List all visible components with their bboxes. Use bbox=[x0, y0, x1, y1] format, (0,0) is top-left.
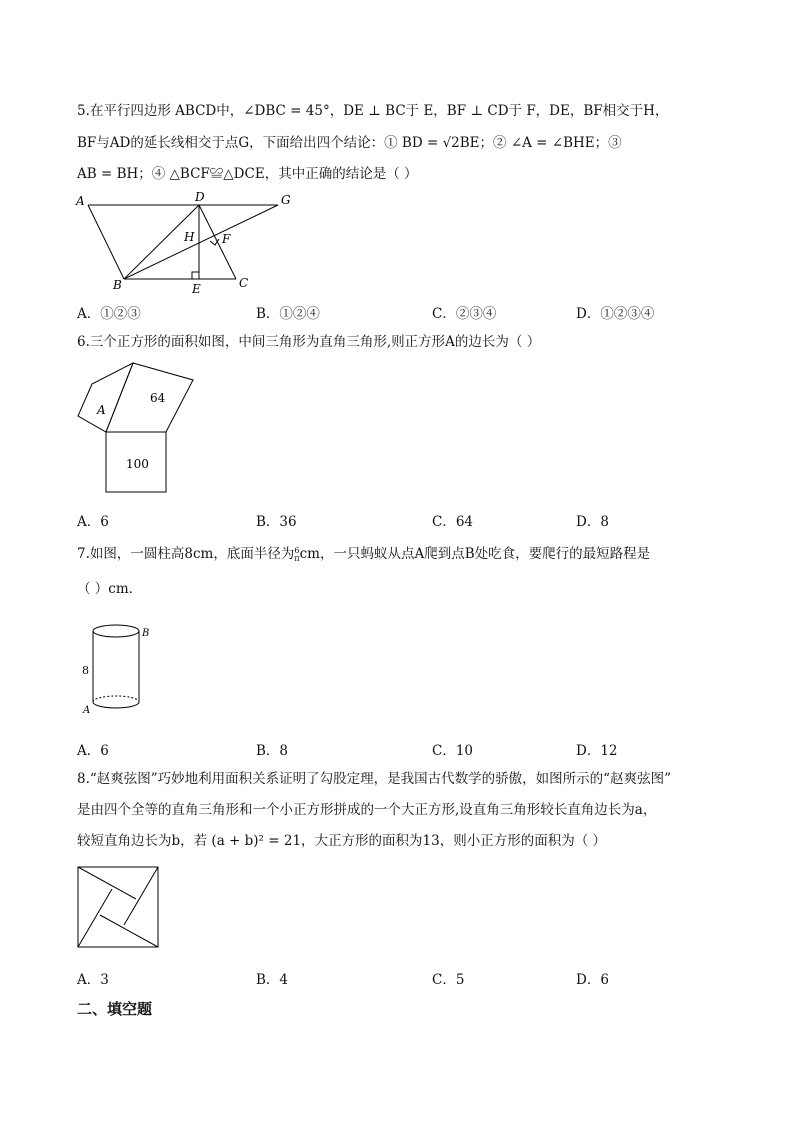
q5-text-line2: BF与AD的延长线相交于点G，下面给出四个结论：① BD = √2BE；② ∠A = ∠BHE；③ bbox=[77, 135, 622, 151]
q8-text-line1: 8.“赵爽弦图”巧妙地利用面积关系证明了勾股定理，是我国古代数学的骄傲，如图所示的“赵爽弦图” bbox=[77, 771, 671, 787]
q7-text-line2: （ ）cm． bbox=[77, 581, 143, 597]
q7-option-c: C．10 bbox=[432, 743, 474, 759]
q8-text-line2: 是由四个全等的直角三角形和一个小正方形拼成的一个大正方形,设直角三角形较长直角边长为a， bbox=[77, 802, 657, 818]
q7-option-d: D．12 bbox=[576, 743, 618, 759]
q5-label-A: A bbox=[76, 194, 85, 208]
q5-label-E: E bbox=[192, 282, 201, 296]
q5-parallelogram-figure bbox=[70, 188, 310, 298]
q7-label-height: 8 bbox=[82, 664, 89, 677]
q7-frac-den: π bbox=[294, 553, 300, 563]
q5-label-D: D bbox=[195, 190, 205, 204]
section-title-fill-in: 二、填空题 bbox=[77, 1000, 153, 1018]
q5-label-F: F bbox=[222, 232, 231, 246]
q5-label-C: C bbox=[239, 276, 249, 290]
q7-cylinder-figure bbox=[76, 618, 156, 723]
q7-option-a: A．6 bbox=[77, 743, 109, 759]
q5-option-b: B．①②④ bbox=[256, 306, 320, 322]
q5-text-line1: 5.在平行四边形 ABCD中，∠DBC = 45°，DE ⊥ BC于 E，BF ⊥ CD于 F，DE，BF相交于H， bbox=[77, 103, 669, 119]
q5-option-a: A．①②③ bbox=[77, 306, 141, 322]
q5-option-c: C．②③④ bbox=[432, 306, 497, 322]
q6-option-d: D．8 bbox=[576, 514, 609, 530]
q8-zhaoshuang-figure bbox=[76, 865, 162, 951]
q6-label-a: A bbox=[97, 403, 106, 417]
q5-option-d: D．①②③④ bbox=[576, 306, 655, 322]
q5-label-B: B bbox=[113, 278, 122, 292]
q8-option-a: A．3 bbox=[77, 972, 109, 988]
q6-label-100: 100 bbox=[126, 457, 149, 471]
q7-frac-num: 6 bbox=[294, 545, 300, 555]
q6-option-a: A．6 bbox=[77, 514, 109, 530]
q7-option-b: B．8 bbox=[256, 743, 289, 759]
q6-label-64: 64 bbox=[150, 391, 166, 405]
q7-text-line1-a: 7.如图，一圆柱高8cm，底面半径为 bbox=[77, 546, 295, 562]
q5-label-H: H bbox=[184, 230, 195, 244]
q6-option-c: C．64 bbox=[432, 514, 474, 530]
q6-squares-figure bbox=[70, 358, 210, 498]
q8-text-line3: 较短直角边长为b，若 (a + b)² = 21，大正方形的面积为13，则小正方形的面积为（ ） bbox=[77, 833, 607, 849]
q6-text-line1: 6.三个正方形的面积如图，中间三角形为直角三角形,则正方形A的边长为（ ） bbox=[77, 334, 541, 350]
q5-text-line3: AB = BH；④ △BCF≌△DCE，其中正确的结论是（ ） bbox=[77, 166, 418, 182]
q8-option-b: B．4 bbox=[256, 972, 289, 988]
q5-label-G: G bbox=[281, 193, 291, 207]
q8-option-c: C．5 bbox=[432, 972, 465, 988]
q7-text-line1-b: cm，一只蚂蚁从点A爬到点B处吃食，要爬行的最短路程是 bbox=[299, 546, 651, 562]
q8-option-d: D．6 bbox=[576, 972, 609, 988]
q7-text-line1 bbox=[77, 545, 650, 563]
q7-label-B: B bbox=[142, 628, 150, 639]
q6-option-b: B．36 bbox=[256, 514, 297, 530]
q7-label-A: A bbox=[83, 705, 91, 716]
